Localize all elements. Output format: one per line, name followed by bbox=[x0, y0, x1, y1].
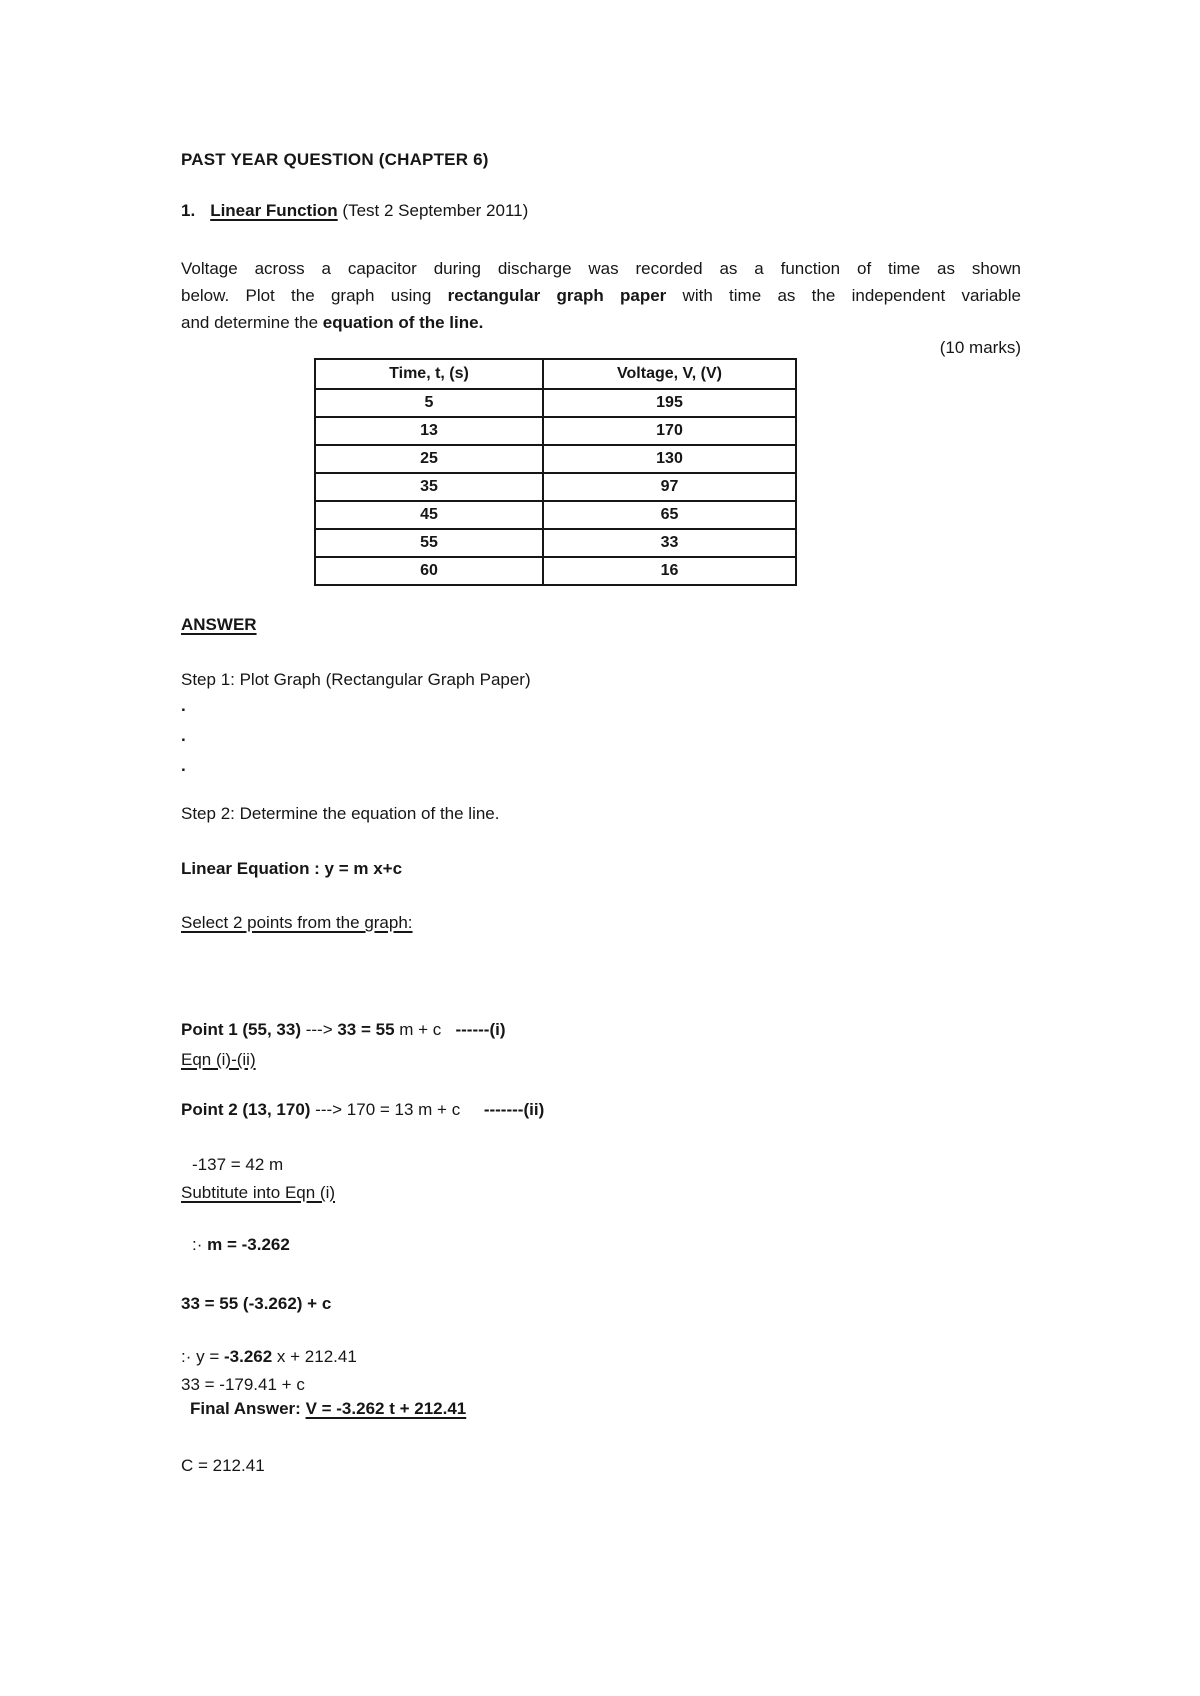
text-segment: C = 212.41 bbox=[181, 1456, 265, 1475]
table-cell: 35 bbox=[315, 473, 543, 501]
intro-line bbox=[181, 255, 1021, 282]
table-cell: 13 bbox=[315, 417, 543, 445]
bullet-dots bbox=[181, 691, 186, 781]
answer-heading: ANSWER bbox=[181, 615, 257, 634]
text-segment: and determine the bbox=[181, 313, 323, 332]
table-header-time: Time, t, (s) bbox=[315, 359, 543, 389]
data-table-container bbox=[314, 358, 797, 586]
marks-label: (10 marks) bbox=[939, 338, 1021, 357]
text-segment: x + 212.41 bbox=[272, 1347, 357, 1366]
table-row bbox=[315, 473, 796, 501]
linear-equation-text: Linear Equation : y = m x+c bbox=[181, 859, 403, 878]
text-segment: equation of the line. bbox=[322, 313, 484, 332]
text-segment: m = -3.262 bbox=[207, 1234, 290, 1254]
table-cell: 55 bbox=[315, 529, 543, 557]
text-segment: -3.262 bbox=[223, 1347, 273, 1366]
text-segment: -------(ii) bbox=[483, 1099, 545, 1119]
text-segment: -137 = 42 m bbox=[192, 1155, 284, 1174]
calc-line bbox=[192, 1152, 290, 1179]
table-cell: 170 bbox=[543, 417, 796, 445]
table-cell: 130 bbox=[543, 445, 796, 473]
question-heading bbox=[181, 197, 528, 224]
table-cell: 16 bbox=[543, 557, 796, 585]
question-intro-paragraph bbox=[181, 255, 1021, 336]
table-row bbox=[315, 529, 796, 557]
point1-line bbox=[181, 1017, 544, 1044]
table-cell: 5 bbox=[315, 389, 543, 417]
text-segment: Point 2 (13, 170) bbox=[181, 1099, 311, 1119]
question-meta: (Test 2 September 2011) bbox=[337, 201, 529, 220]
text-segment: 33 = 55 (-3.262) + c bbox=[181, 1294, 332, 1313]
table-row bbox=[315, 389, 796, 417]
text-segment: Point 1 (55, 33) bbox=[181, 1020, 301, 1039]
question-number: 1. bbox=[181, 201, 196, 220]
step2-text: Step 2: Determine the equation of the line. bbox=[181, 804, 500, 823]
conclusion-line bbox=[181, 1343, 357, 1370]
intro-line bbox=[181, 282, 1021, 309]
table-row bbox=[315, 445, 796, 473]
table-row bbox=[315, 557, 796, 585]
text-segment: :· bbox=[192, 1234, 208, 1254]
data-table bbox=[314, 358, 797, 586]
eqn-subtraction-label: Eqn (i)-(ii) bbox=[181, 1050, 256, 1069]
calc-line bbox=[181, 1452, 331, 1479]
table-row bbox=[315, 417, 796, 445]
text-segment: with time as the independent variable bbox=[666, 286, 1021, 305]
table-cell: 195 bbox=[543, 389, 796, 417]
text-segment: ------(i) bbox=[455, 1020, 506, 1039]
substitution-working bbox=[181, 1236, 331, 1533]
question-name: Linear Function bbox=[210, 201, 338, 220]
text-segment: below. Plot the graph using bbox=[181, 286, 448, 305]
table-body bbox=[315, 389, 796, 585]
table-header-voltage: Voltage, V, (V) bbox=[543, 359, 796, 389]
intro-line bbox=[181, 309, 1021, 336]
text-segment: 33 = 55 bbox=[337, 1020, 395, 1039]
text-segment: Voltage across a capacitor during discharge was recorded as a function of time as shown bbox=[181, 259, 1021, 278]
table-header-row bbox=[315, 359, 796, 389]
bullet-dot: . bbox=[181, 756, 186, 775]
text-segment: m + c bbox=[394, 1020, 456, 1039]
table-cell: 60 bbox=[315, 557, 543, 585]
text-segment: Final Answer: bbox=[190, 1399, 306, 1418]
calc-line bbox=[181, 1371, 331, 1398]
text-segment: V = -3.262 t + 212.41 bbox=[305, 1399, 467, 1418]
text-segment: 33 = -179.41 + c bbox=[181, 1375, 305, 1394]
final-answer-line bbox=[190, 1395, 466, 1422]
table-cell: 25 bbox=[315, 445, 543, 473]
text-segment: ---> bbox=[300, 1020, 338, 1039]
page-title: PAST YEAR QUESTION (CHAPTER 6) bbox=[181, 150, 489, 169]
table-cell: 33 bbox=[543, 529, 796, 557]
table-cell: 45 bbox=[315, 501, 543, 529]
select-points-label: Select 2 points from the graph: bbox=[181, 913, 413, 932]
bullet-dot: . bbox=[181, 696, 186, 715]
text-segment: rectangular graph paper bbox=[447, 286, 667, 305]
step1-text: Step 1: Plot Graph (Rectangular Graph Paper) bbox=[181, 670, 531, 689]
substitute-label: Subtitute into Eqn (i) bbox=[181, 1183, 336, 1202]
table-head bbox=[315, 359, 796, 389]
table-cell: 97 bbox=[543, 473, 796, 501]
table-row bbox=[315, 501, 796, 529]
text-segment: :· y = bbox=[181, 1347, 224, 1366]
table-cell: 65 bbox=[543, 501, 796, 529]
calc-line bbox=[181, 1290, 331, 1317]
text-segment: ---> 170 = 13 m + c bbox=[310, 1099, 484, 1119]
bullet-dot: . bbox=[181, 726, 186, 745]
